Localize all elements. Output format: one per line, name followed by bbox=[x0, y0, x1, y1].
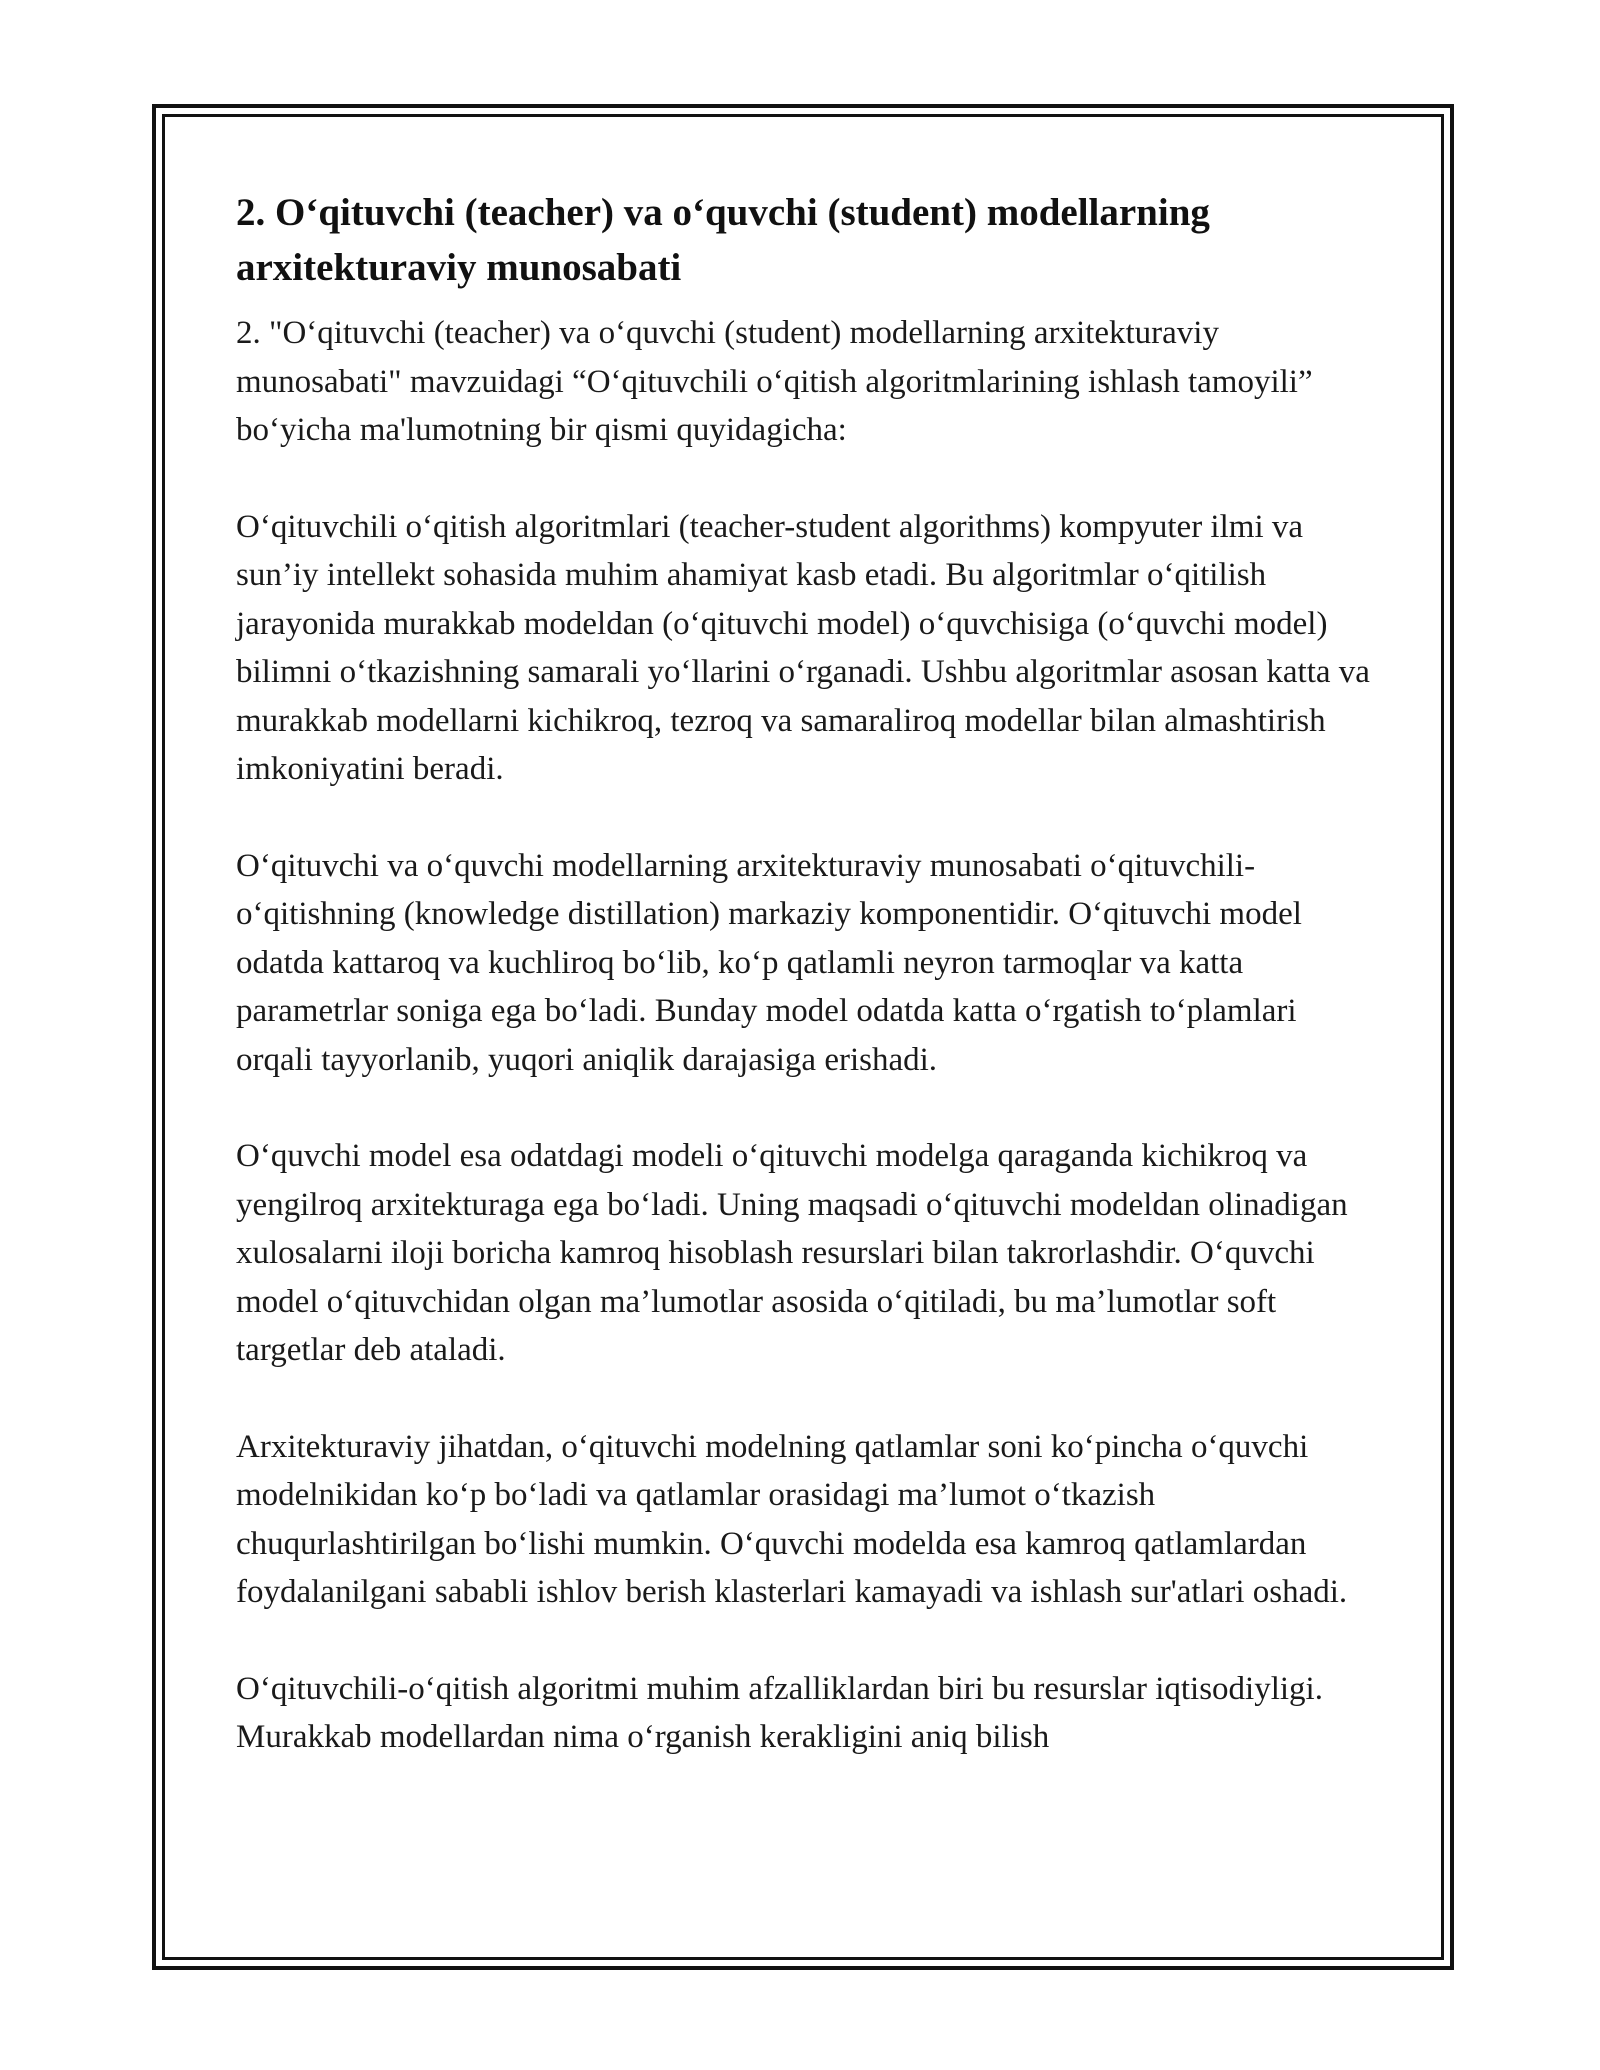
section-heading: 2. O‘qituvchi (teacher) va o‘quvchi (student) modellarning arxitekturaviy munosabati bbox=[236, 191, 1210, 289]
paragraph-intro: 2. "O‘qituvchi (teacher) va o‘quvchi (student) modellarning arxitekturaviy munosabati" mavzuidagi “O‘qituvchili o‘qitish algoritmlarining ishlash tamoyili” bo‘yicha ma'lumotning bir qismi quyidagicha: bbox=[236, 315, 1313, 448]
paragraph-algorithms: O‘qituvchili o‘qitish algoritmlari (teacher-student algorithms) kompyuter ilmi va sun’iy intellekt sohasida muhim ahamiyat kasb etadi. Bu algoritmlar o‘qitilish jarayonida murakkab modeldan (o‘qituvchi model) o‘quvchisiga (o‘quvchi model) bilimni o‘tkazishning samarali yo‘llarini o‘rganadi. Ushbu algoritmlar asosan katta va murakkab modellarni kichikroq, tezroq va samaraliroq modellar bilan almashtirish imkoniyatini beradi. bbox=[236, 508, 1370, 787]
paragraph-architecture: Arxitekturaviy jihatdan, o‘qituvchi modelning qatlamlar soni ko‘pincha o‘quvchi modelnikidan ko‘p bo‘ladi va qatlamlar orasidagi ma’lumot o‘tkazish chuqurlashtirilgan bo‘lishi mumkin. O‘quvchi modelda esa kamroq qatlamlardan foydalanilgani sababli ishlov berish klasterlari kamayadi va ishlash sur'atlari oshadi. bbox=[236, 1428, 1348, 1610]
paragraph-student-model: O‘quvchi model esa odatdagi modeli o‘qituvchi modelga qaraganda kichikroq va yengilroq arxitekturaga ega bo‘ladi. Uning maqsadi o‘qituvchi modeldan olinadigan xulosalarni iloji boricha kamroq hisoblash resurslari bilan takrorlashdir. O‘quvchi model o‘qituvchidan olgan ma’lumotlar asosida o‘qitiladi, bu ma’lumotlar soft targetlar deb ataladi. bbox=[236, 1138, 1348, 1368]
document-body bbox=[236, 185, 1376, 1810]
paragraph-advantages: O‘qituvchili-o‘qitish algoritmi muhim afzalliklardan biri bu resurslar iqtisodiyligi. Murakkab modellardan nima o‘rganish kerakligini aniq bilish bbox=[236, 1670, 1323, 1755]
paragraph-relationship: O‘qituvchi va o‘quvchi modellarning arxitekturaviy munosabati o‘qituvchili-o‘qitishning (knowledge distillation) markaziy komponentidir. O‘qituvchi model odatda kattaroq va kuchliroq bo‘lib, ko‘p qatlamli neyron tarmoqlar va katta parametrlar soniga ega bo‘ladi. Bunday model odatda katta o‘rgatish to‘plamlari orqali tayyorlanib, yuqori aniqlik darajasiga erishadi. bbox=[236, 847, 1302, 1078]
